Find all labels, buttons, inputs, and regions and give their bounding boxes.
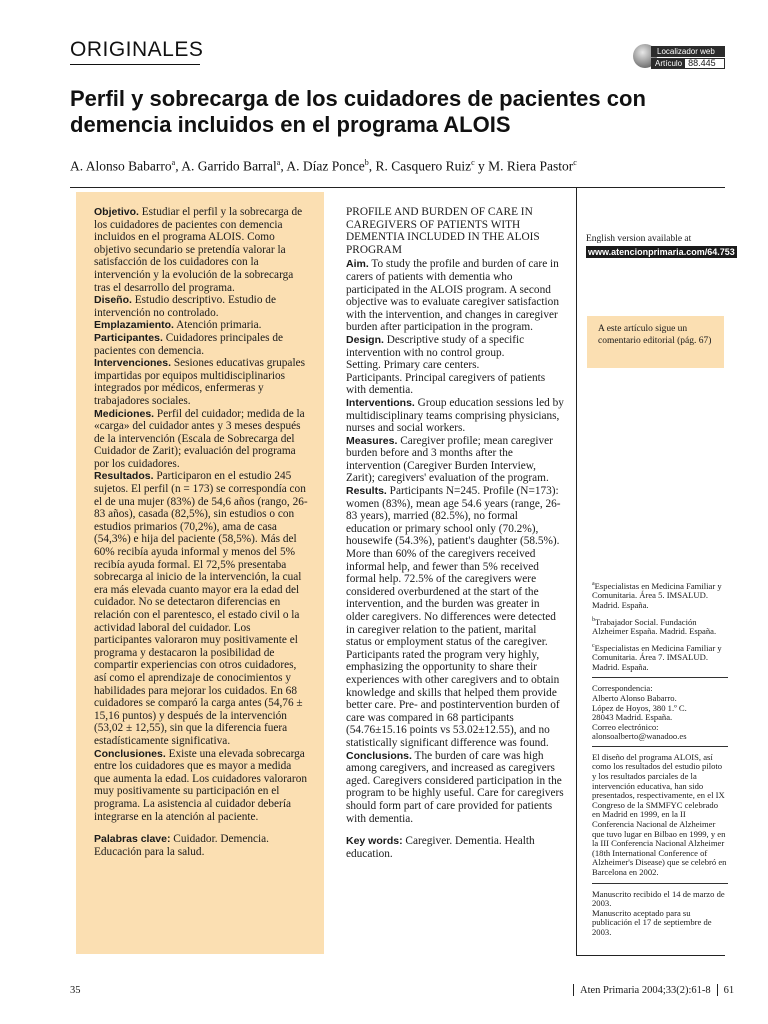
author-list [70, 158, 710, 175]
affiliation [592, 642, 728, 673]
section-text: Participants N=245. Profile (N=173): women (83%), mean age 54.6 years (range, 26-83 years), married (82.5%), no formal education or primary school only (70.2%), housewife (54.3%), patient's daughter (58.5%). More than 60% of the caregivers received informal help, and fewer than 5% received formal help. 72.5% of the caregivers were considered overburdened at the start of the intervention, and the burden was greater in older caregivers. No differences were detected in caregiver relation to the patient, marital status or employment status of the caregiver. Participants rated the program very highly, emphasizing the opportunity to share their experiences with other caregivers and to obtain knowledge and skills that helped them provide better care. Pre- and postintervention burden of care was compared in 68 participants (54.76±15.16 points vs 53.02±12.55), and no statistically significant difference was found. [346, 485, 561, 749]
divider [592, 746, 728, 747]
affiliation-text: Especialistas en Medicina Familiar y Comunitaria. Área 5. IMSALUD. Madrid. España. [592, 580, 722, 611]
section-label: ORIGINALES [70, 38, 204, 61]
abstract-spanish-sections [94, 206, 310, 823]
author-separator: , [280, 158, 287, 174]
author-separator: , [175, 158, 182, 174]
abstract-section [94, 294, 310, 319]
abstract-section [94, 470, 310, 747]
english-version-note [586, 233, 735, 259]
correspondence-line: Alberto Alonso Babarro. [592, 692, 677, 703]
keywords-english [346, 835, 564, 860]
section-heading: Resultados. [94, 470, 154, 483]
abstract-spanish [76, 192, 324, 954]
author-name: A. Díaz Ponce [286, 158, 365, 174]
correspondence-email[interactable]: alonsoalberto@wanadoo.es [592, 731, 687, 742]
section-text: Perfil del cuidador; medida de la «carga» del cuidador antes y 3 meses después de la intervención (Escala de Sobrecarga del Cuidador de Zarit); evaluación del programa por los cuidadores. [94, 407, 305, 470]
section-text: Caregiver profile; mean caregiver burden before and 3 months after the intervention (Caregiver Burden Interview, Zarit); caregivers' evaluation of the program. [346, 434, 553, 485]
section-heading: Conclusions. [346, 749, 412, 762]
affiliation-text: Especialistas en Medicina Familiar y Comunitaria. Área 7. IMSALUD. Madrid. España. [592, 642, 722, 672]
keywords-label: Key words: [346, 835, 403, 848]
affiliation-mark: b [592, 616, 595, 623]
abstract-section [346, 372, 564, 397]
section-heading: Design. [346, 333, 384, 346]
author-separator: , [368, 158, 376, 174]
abstract-section [346, 485, 564, 749]
section-text: Atención primaria. [173, 319, 262, 332]
author-affiliation-mark: a [276, 158, 281, 167]
section-heading: Participantes. [94, 331, 163, 344]
author-name: M. Riera Pastor [488, 158, 574, 174]
abstract-section [94, 357, 310, 407]
abstract-section [346, 750, 564, 826]
footer-journal [573, 984, 734, 996]
author-name: A. Alonso Babarro [70, 158, 172, 174]
section-heading: Mediciones. [94, 407, 155, 420]
article-label: Artículo [652, 59, 685, 68]
abstract-section [94, 748, 310, 824]
section-text: Descriptive study of a specific intervention with no control group. [346, 333, 525, 359]
affiliations-block [592, 580, 728, 938]
affiliation-text: Trabajador Social. Fundación Alzheimer España. Madrid. España. [592, 616, 717, 637]
section-text: Existe una elevada sobrecarga entre los cuidadores que es mayor a medida que aumenta la edad. Los cuidadores valoraron muy positivamente su participación en el programa. La asistencia al cuidador debería integrarse en la atención al paciente. [94, 747, 307, 823]
affiliation [592, 616, 728, 637]
author-affiliation-mark: b [364, 158, 369, 167]
keywords-text: Caregiver. Dementia. Health education. [346, 835, 535, 860]
correspondence-line: López de Hoyos, 380 1.º C. [592, 702, 687, 713]
keywords-label: Palabras clave: [94, 833, 171, 846]
section-text: To study the profile and burden of care in carers of patients with dementia who participated in the ALOIS program. A second objective was to evaluate caregiver satisfaction with the intervention, and changes in caregiver burden after participation in the program. [346, 258, 559, 334]
affiliation-mark: c [592, 642, 595, 649]
section-heading: Emplazamiento. [94, 319, 174, 332]
journal-citation: Aten Primaria 2004;33(2):61-8 [580, 984, 711, 996]
section-rule [70, 64, 200, 65]
keywords-spanish [94, 833, 310, 858]
abstract-section [94, 408, 310, 471]
abstract-english-title: PROFILE AND BURDEN OF CARE IN CAREGIVERS OF PATIENTS WITH DEMENTIA INCLUDED IN THE ALOIS PROGRAM [346, 206, 540, 256]
section-text: Estudio descriptivo. Estudio de intervención no controlado. [94, 294, 276, 319]
section-heading: Diseño. [94, 294, 132, 307]
web-locator-badge[interactable] [633, 44, 725, 72]
section-heading: Interventions. [346, 396, 415, 409]
article-number: 88.445 [688, 58, 716, 68]
abstract-section [94, 206, 310, 294]
section-text: The burden of care was high among caregivers, and increased as caregivers aged. Caregivers considered participation in the program to be highly useful. Care for caregivers should form part of care provided for patients with dementia. [346, 749, 564, 825]
divider [573, 984, 574, 996]
section-text: Participants. Principal caregivers of patients with dementia. [346, 371, 546, 397]
sidebar-rule [576, 188, 577, 956]
author-name: A. Garrido Barral [181, 158, 277, 174]
page-number-right: 61 [723, 984, 735, 996]
presentation-note: El diseño del programa ALOIS, así como los resultados del estudio piloto y los resultados parciales de la intervención educativa, han sido presentados, respectivamente, en el IX Congreso de la SMMFYC celebrado en Madrid en 1999, en la II Conferencia Nacional de Alzheimer que tuvo lugar en Bilbao en 1999, y en la III Conferencia Nacional Alzheimer (18th International Conference of Alzheimer's Disease) que se celebró en Barcelona en 2002. [592, 751, 727, 878]
sidebar-bottom-rule [576, 955, 725, 956]
section-text: Estudiar el perfil y la sobrecarga de los cuidadores de pacientes con demencia incluidos en el programa ALOIS. Como objetivo secundario se pretendía valorar la satisfacción de los cuidadores con la intervención y la evolución de la sobrecarga tras el desarrollo del programa. [94, 206, 303, 294]
author-name: R. Casquero Ruiz [375, 158, 472, 174]
section-text: Cuidadores principales de pacientes con demencia. [94, 331, 284, 357]
abstract-section [346, 258, 564, 334]
divider [717, 984, 718, 996]
abstract-section [346, 359, 564, 372]
author-affiliation-mark: a [171, 158, 176, 167]
manuscript-accepted: Manuscrito aceptado para su publicación el 17 de septiembre de 2003. [592, 907, 712, 937]
section-text: Setting. Primary care centers. [346, 359, 480, 372]
abstract-section [94, 319, 310, 332]
affiliation [592, 580, 728, 611]
abstract-section [346, 334, 564, 359]
section-heading: Conclusiones. [94, 747, 166, 760]
author-affiliation-mark: c [471, 158, 475, 167]
divider [592, 677, 728, 678]
correspondence-line: 28043 Madrid. España. [592, 712, 673, 723]
affiliation-mark: a [592, 581, 595, 587]
english-version-text: English version available at [586, 234, 692, 244]
section-heading: Intervenciones. [94, 357, 172, 370]
top-rule [70, 187, 725, 188]
section-text: Participaron en el estudio 245 sujetos. El perfil (n = 173) se correspondía con el de una mujer (83%) de 54,6 años (rango, 26-83 años), casada (82,5%), sin estudios o con estudios primarios (70,2%), ama de casa (54,3%) e hija del paciente (58,5%). Más del 60% recibía ayuda informal y menos del 5% recibía ayuda formal. El 72,5% presentaba sobrecarga al inicio de la intervención, la cual era más elevada cuanto mayor era la edad del cuidador. No se detectaron diferencias en relación con el parentesco, el estado civil o la actividad laboral del cuidador. Los participantes valoraron muy positivamente el programa y destacaron la posibilidad de compartir experiencias con otros cuidadores, así como el aprendizaje de conocimientos y habilidades para mejorar los cuidados. En 68 cuidadores se comparó la carga antes (54,76 ± 15,16 puntos) y después de la intervención (53,02 ± 12,55), sin que la diferencia fuera estadísticamente significativa. [94, 470, 308, 747]
section-text: Sesiones educativas grupales impartidas por equipos multidisciplinarios integrados por médicos, enfermeras y trabajadores sociales. [94, 357, 305, 407]
spacer [94, 823, 310, 833]
page-number-left: 35 [70, 985, 81, 996]
section-heading: Measures. [346, 434, 398, 447]
english-version-link[interactable]: www.atencionprimaria.com/64.753 [588, 247, 735, 257]
abstract-section [346, 397, 564, 435]
section-text: Group education sessions led by multidisciplinary teams comprising physicians, nurses and social workers. [346, 396, 564, 435]
web-locator-label: Localizador web [651, 46, 725, 57]
keywords-text: Cuidador. Demencia. Educación para la salud. [94, 833, 269, 858]
abstract-section [346, 435, 564, 485]
section-heading: Aim. [346, 258, 369, 271]
section-heading: Objetivo. [94, 206, 139, 218]
manuscript-received: Manuscrito recibido el 14 de marzo de 2003. [592, 888, 725, 909]
author-affiliation-mark: c [573, 158, 577, 167]
section-heading: Results. [346, 485, 387, 498]
section-header [70, 38, 203, 65]
correspondence-line: Correspondencia: [592, 683, 653, 694]
spacer [346, 825, 564, 835]
web-locator-article [651, 58, 725, 69]
article-title: Perfil y sobrecarga de los cuidadores de pacientes con demencia incluidos en el programa ALOIS [70, 86, 646, 137]
abstract-english-sections [346, 258, 564, 825]
divider [592, 883, 728, 884]
correspondence-line: Correo electrónico: [592, 721, 659, 732]
abstract-english [346, 206, 564, 860]
affiliation-list [592, 580, 728, 672]
abstract-section [94, 332, 310, 357]
correspondence-block [592, 684, 728, 742]
editorial-comment-box: A este artículo sigue un comentario editorial (pág. 67) [587, 316, 724, 368]
author-separator: y [474, 158, 489, 174]
